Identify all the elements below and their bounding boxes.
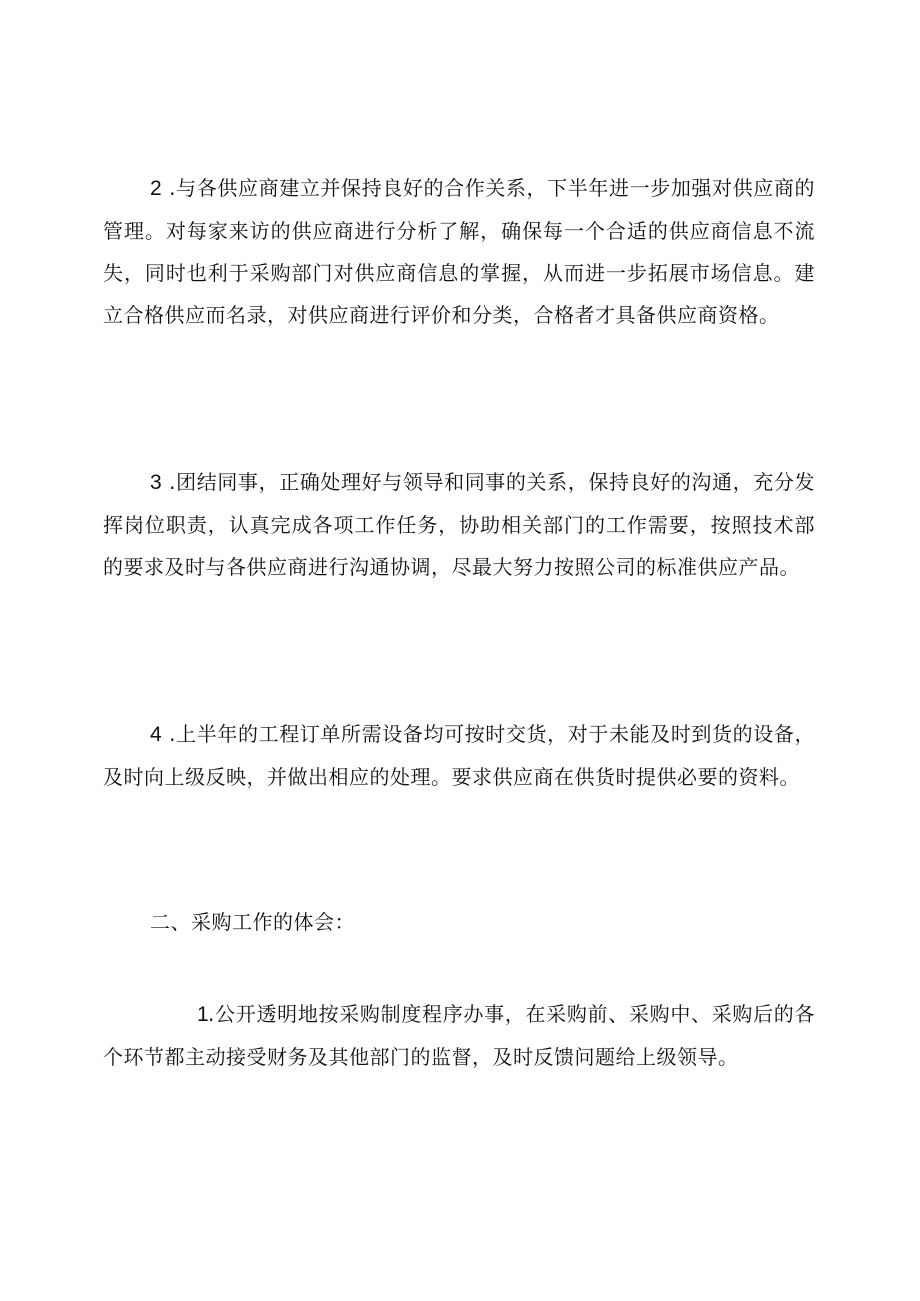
paragraph-item-4 [103, 713, 815, 798]
section-heading: 二、采购工作的体会： [150, 910, 355, 934]
paragraph-number: 4 [150, 723, 163, 746]
paragraph-text: .团结同事，正确处理好与领导和同事的关系，保持良好的沟通，充分发挥岗位职责，认真完成各项工作任务，协助相关部门的工作需要，按照技术部的要求及时与各供应商进行沟通协调，尽最大努力按照公司的标准供应产品。 [103, 470, 815, 579]
paragraph-number: 1 [197, 1003, 210, 1026]
paragraph-item-3 [103, 461, 815, 588]
paragraph-item-2 [103, 167, 815, 336]
paragraph-text: .上半年的工程订单所需设备均可按时交货，对于未能及时到货的设备，及时向上级反映，并做出相应的处理。要求供应商在供货时提供必要的资料。 [103, 722, 815, 789]
section-paragraph-item-1 [103, 993, 815, 1078]
paragraph-number: 2 [150, 177, 163, 200]
paragraph-number: 3 [150, 471, 163, 494]
paragraph-text: .公开透明地按采购制度程序办事，在采购前、采购中、采购后的各个环节都主动接受财务及其他部门的监督，及时反馈问题给上级领导。 [103, 1002, 815, 1069]
paragraph-text: .与各供应商建立并保持良好的合作关系，下半年进一步加强对供应商的管理。对每家来访的供应商进行分析了解，确保每一个合适的供应商信息不流失，同时也利于采购部门对供应商信息的掌握，从而进一步拓展市场信息。建立合格供应而名录，对供应商进行评价和分类，合格者才具备供应商资格。 [103, 176, 815, 327]
